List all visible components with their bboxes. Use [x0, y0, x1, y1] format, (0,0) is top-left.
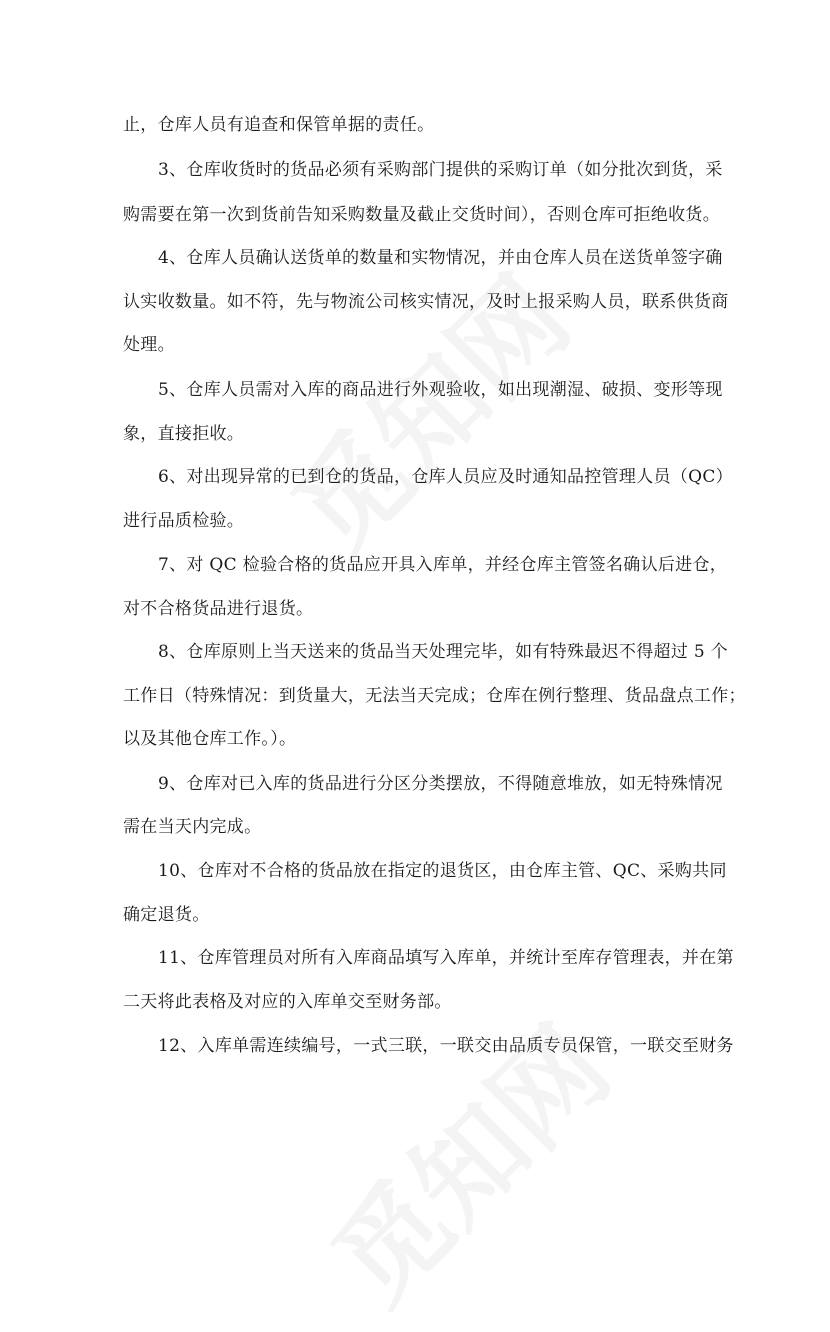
- text-line: 工作日（特殊情况：到货量大，无法当天完成；仓库在例行整理、货品盘点工作；: [123, 686, 746, 706]
- text-line: 进行品质检验。: [123, 511, 245, 531]
- text-line: 象，直接拒收。: [123, 424, 245, 444]
- text-line: 12、入库单需连续编号，一式三联，一联交由品质专员保管，一联交至财务: [158, 1036, 734, 1056]
- text-line: 6、对出现异常的已到仓的货品，仓库人员应及时通知品控管理人员（QC）: [158, 467, 733, 487]
- text-line: 确定退货。: [123, 905, 210, 925]
- text-line: 8、仓库原则上当天送来的货品当天处理完毕，如有特殊最迟不得超过 5 个: [158, 642, 728, 662]
- text-line: 购需要在第一次到货前告知采购数量及截止交货时间），否则仓库可拒绝收货。: [123, 205, 720, 225]
- text-line: 4、仓库人员确认送货单的数量和实物情况，并由仓库人员在送货单签字确: [158, 248, 723, 268]
- text-line: 5、仓库人员需对入库的商品进行外观验收，如出现潮湿、破损、变形等现: [158, 380, 723, 400]
- text-line: 需在当天内完成。: [123, 817, 262, 837]
- text-line: 9、仓库对已入库的货品进行分区分类摆放，不得随意堆放，如无特殊情况: [158, 774, 723, 794]
- text-line: 对不合格货品进行退货。: [123, 599, 314, 619]
- text-line: 10、仓库对不合格的货品放在指定的退货区，由仓库主管、QC、采购共同: [158, 861, 727, 881]
- text-line: 止，仓库人员有追查和保管单据的责任。: [123, 115, 435, 135]
- text-line: 二天将此表格及对应的入库单交至财务部。: [123, 992, 452, 1012]
- text-line: 3、仓库收货时的货品必须有采购部门提供的采购订单（如分批次到货，采: [158, 160, 723, 180]
- watermark-top: [252, 236, 597, 581]
- text-line: 以及其他仓库工作。）。: [123, 729, 297, 749]
- text-line: 处理。: [123, 335, 175, 355]
- text-line: 11、仓库管理员对所有入库商品填写入库单，并统计至库存管理表，并在第: [158, 948, 734, 968]
- text-line: 认实收数量。如不符，先与物流公司核实情况，及时上报采购人员，联系供货商: [123, 292, 729, 312]
- text-line: 7、对 QC 检验合格的货品应开具入库单，并经仓库主管签名确认后进仓，: [158, 555, 728, 575]
